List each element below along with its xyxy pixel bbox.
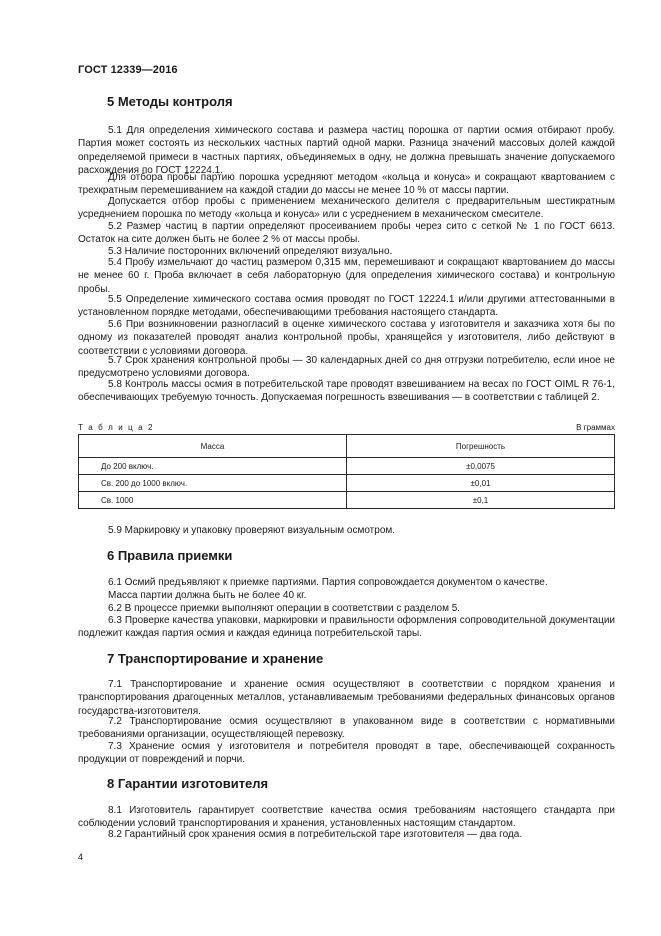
tolerance-table [78,434,615,509]
paragraph-5-5: 5.5 Определение химического состава осмия проводят по ГОСТ 12224.1 и/или другими аттестованными в установленном порядке методами, обеспечивающими требования настоящего стандарта. [78,294,615,319]
section-8-title: 8 Гарантии изготовителя [107,776,269,791]
paragraph-5-2: 5.2 Размер частиц в партии определяют просеиванием пробы через сито с сеткой № 1 по ГОСТ 6613. Остаток на сите должен быть не более 2 % от массы пробы. [78,221,615,246]
paragraph-8-2: 8.2 Гарантийный срок хранения осмия в потребительской таре изготовителя — два года. [108,829,523,840]
paragraph-7-2: 7.2 Транспортирование осмия осуществляют в упакованном виде в соответствии с нормативными требованиями организации, осуществляющей перевозку. [78,716,615,741]
table-units: В граммах [576,423,615,432]
paragraph-5-8: 5.8 Контроль массы осмия в потребительской таре проводят взвешиванием на весах по ГОСТ OIML R 76-1, обеспечивающих требуемую точность. Допускаемая погрешность взвешивания — в соответствии с таблицей 2. [78,379,615,404]
table-header-mass: Масса [79,435,347,458]
paragraph-6-3: 6.3 Проверке качества упаковки, маркировки и правильности оформления сопроводительной документации подлежит каждая партия осмия и каждая единица потребительской тары. [78,615,615,640]
paragraph-7-3: 7.3 Хранение осмия у изготовителя и потребителя проводят в таре, обеспечивающей сохранность продукции от повреждений и порчи. [78,741,615,766]
table-row [79,475,615,492]
table-cell-error: ±0,01 [347,475,615,492]
paragraph-6-1: 6.1 Осмий предъявляют к приемке партиями. Партия сопровождается документом о качестве. [108,577,548,588]
table-caption [78,423,615,432]
table-cell-mass: Св. 1000 [79,492,347,509]
paragraph-6-2: 6.2 В процессе приемки выполняют операции в соответствии с разделом 5. [108,603,461,614]
paragraph-5-9: 5.9 Маркировку и упаковку проверяют визуальным осмотром. [108,525,396,536]
paragraph-5-4: 5.4 Пробу измельчают до частиц размером 0,315 мм, перемешивают и сокращают квартованием до массы не менее 60 г. Проба включает в себя лабораторную (для определения химического состава) и контрольную пробы. [78,257,615,295]
table-cell-error: ±0,1 [347,492,615,509]
paragraph-5-1: 5.1 Для определения химического состава и размера частиц порошка от партии осмия отбирают пробу. Партия может состоять из нескольких частных партий одной марки. Разница значений массовых долей каждой определяемой примеси в частных партиях, объединяемых в одну, не должна превышать значение допускаемого расхождения по ГОСТ 12224.1. [78,125,615,176]
paragraph-6-1-mass: Масса партии должна быть не более 40 кг. [108,590,307,601]
paragraph-8-1: 8.1 Изготовитель гарантирует соответствие качества осмия требованиям настоящего стандарта при соблюдении условий транспортирования и хранения, установленных настоящим стандартом. [78,805,615,830]
table-title: Т а б л и ц а 2 [78,423,155,432]
table-cell-error: ±0,0075 [347,458,615,475]
table-row [79,492,615,509]
table-header-error: Погрешность [347,435,615,458]
page-number: 4 [78,852,84,862]
paragraph-5-1-divider: Допускается отбор пробы с применением механического делителя с предварительным шестикратным усреднением порошка по методу «кольца и конуса» или с усреднением в механическом смесителе. [78,196,615,221]
paragraph-7-1: 7.1 Транспортирование и хранение осмия осуществляют в соответствии с порядком хранения и транспортирования драгоценных металлов, устанавливаемым требованиями федеральных финансовых органов государства-изготовителя. [78,679,615,717]
table-cell-mass: До 200 включ. [79,458,347,475]
paragraph-5-6: 5.6 При возникновении разногласий в оценке химического состава у изготовителя и заказчика хотя бы по одному из показателей проводят анализ контрольной пробы, хранящейся у изготовителя, либо действуют в соответствии с условиями договора. [78,319,615,357]
section-5-title: 5 Методы контроля [107,94,233,109]
document-header: ГОСТ 12339—2016 [78,64,178,76]
table-row [79,458,615,475]
table-cell-mass: Св. 200 до 1000 включ. [79,475,347,492]
paragraph-5-7: 5.7 Срок хранения контрольной пробы — 30 календарных дней со дня отгрузки потребителю, если иное не предусмотрено условиями договора. [78,355,615,380]
paragraph-5-1-sampling: Для отбора пробы партию порошка усредняют методом «кольца и конуса» и сокращают квартованием с трехкратным перемешиванием на каждой стадии до массы не менее 10 % от массы партии. [78,172,615,197]
paragraph-5-3: 5.3 Наличие посторонних включений определяют визуально. [108,246,393,257]
section-6-title: 6 Правила приемки [107,548,233,563]
section-7-title: 7 Транспортирование и хранение [107,651,324,666]
